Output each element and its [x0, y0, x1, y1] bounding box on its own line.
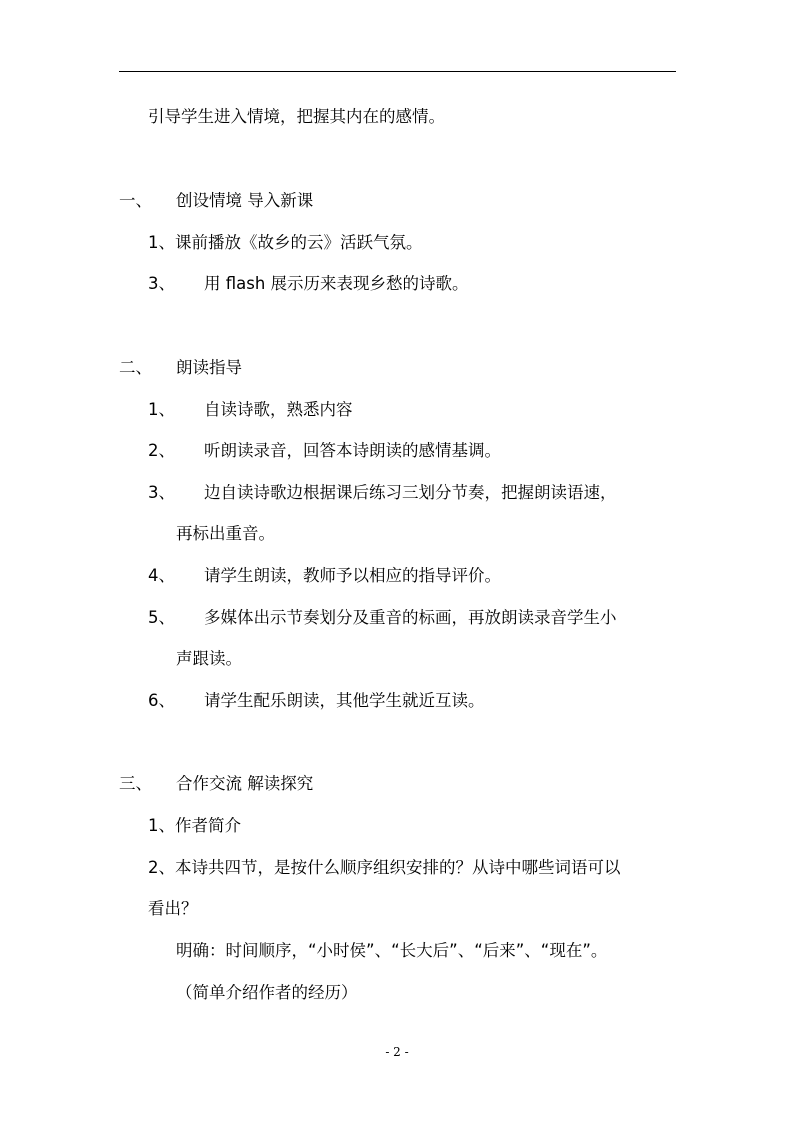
- section-2-item-2-text: 听朗读录音，回答本诗朗读的感情基调。: [204, 441, 501, 460]
- page-number: - 2 -: [385, 1045, 409, 1059]
- section-3-item-2: 2、本诗共四节，是按什么顺序组织安排的？从诗中哪些词语可以: [148, 858, 621, 877]
- section-1-item-2-number: 3、: [148, 274, 175, 293]
- section-2-title: 朗读指导: [176, 358, 242, 377]
- item-text: 课前播放《故乡的云》活跃气氛。: [175, 233, 423, 252]
- section-3-title: 合作交流 解读探究: [176, 774, 314, 793]
- section-2-marker: 二、: [119, 358, 152, 377]
- section-2-item-1-text: 自读诗歌，熟悉内容: [204, 400, 353, 419]
- header-rule: [119, 71, 676, 72]
- section-2-item-5-continuation: 声跟读。: [176, 649, 242, 668]
- section-1-item-2-text: 用 flash 展示历来表现乡愁的诗歌。: [204, 274, 469, 293]
- section-2-item-3-continuation: 再标出重音。: [176, 524, 275, 543]
- section-2-item-3-number: 3、: [148, 483, 175, 502]
- section-3-note: （简单介绍作者的经历）: [176, 983, 358, 1002]
- section-2-item-1-number: 1、: [148, 400, 175, 419]
- section-2-item-2-number: 2、: [148, 441, 175, 460]
- section-1-title: 创设情境 导入新课: [176, 191, 314, 210]
- section-3-answer: 明确：时间顺序，“小时侯”、“长大后”、“后来”、“现在”。: [176, 941, 608, 960]
- section-2-item-3-text: 边自读诗歌边根据课后练习三划分节奏，把握朗读语速，: [204, 483, 617, 502]
- section-1-item-1: [148, 232, 423, 254]
- section-2-item-6-number: 6、: [148, 691, 175, 710]
- section-3-item-1: 1、作者简介: [148, 816, 241, 835]
- section-2-item-4-number: 4、: [148, 566, 175, 585]
- section-2-item-6-text: 请学生配乐朗读，其他学生就近互读。: [204, 691, 485, 710]
- section-1-marker: 一、: [119, 191, 152, 210]
- intro-text: 引导学生进入情境，把握其内在的感情。: [148, 107, 445, 126]
- item-number: 1、: [148, 233, 175, 252]
- section-2-item-5-number: 5、: [148, 608, 175, 627]
- section-2-item-5-text: 多媒体出示节奏划分及重音的标画，再放朗读录音学生小: [204, 608, 617, 627]
- section-2-item-4-text: 请学生朗读，教师予以相应的指导评价。: [204, 566, 501, 585]
- section-3-marker: 三、: [119, 774, 152, 793]
- section-3-item-2-continuation: 看出？: [148, 899, 198, 918]
